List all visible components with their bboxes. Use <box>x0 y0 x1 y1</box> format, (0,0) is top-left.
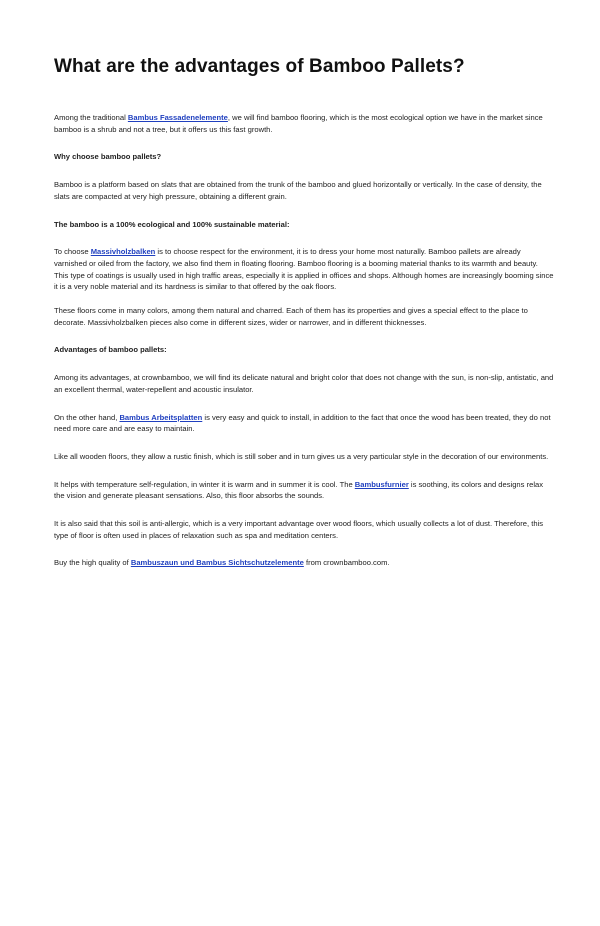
install-paragraph <box>54 412 554 435</box>
environment-text-cont: is to choose respect for the environment, it is to dress your home most naturally. Bamboo pallets are already varnished or oiled from the factory, we also find them in floating flooring. Bamboo flooring is a booming material thanks to its warmth and beauty. <box>54 247 538 268</box>
definition-paragraph: Bamboo is a platform based on slats that are obtained from the trunk of the bamboo and glued horizontally or vertically. In the case of density, the slats are compacted at very high pressure, obtaining a different grain. <box>54 180 542 201</box>
heading-ecological: The bamboo is a 100% ecological and 100% sustainable material: <box>54 219 290 229</box>
article-body <box>54 112 554 581</box>
bambus-fassadenelemente-link[interactable]: Bambus Fassadenelemente <box>127 113 228 122</box>
environment-text: To choose <box>54 247 91 257</box>
intro-text: Among the traditional <box>54 113 128 122</box>
heading-advantages: Advantages of bamboo pallets: <box>54 345 167 355</box>
bambus-arbeitsplatten-link[interactable]: Bambus Arbeitsplatten <box>119 412 203 422</box>
install-text: On the other hand, <box>54 412 120 422</box>
intro-paragraph <box>54 112 554 135</box>
temperature-text-cont: is soothing, its colors and designs relax the vision and generate pleasant sensations. Also, this floor absorbs the sounds. <box>54 479 544 501</box>
buy-text: Buy the high quality of <box>54 558 131 568</box>
massivholzbalken-link[interactable]: Massivholzbalken <box>90 247 156 257</box>
bambusfurnier-link[interactable]: Bambusfurnier <box>354 479 409 489</box>
intro-text-cont: , we will find bamboo flooring, which is the most ecological option we have in the market since bamboo is a shrub and not a tree, but it offers us this fast growth. <box>54 113 543 134</box>
advantages-paragraph: Among its advantages, at crownbamboo, we will find its delicate natural and bright color that does not change with the sun, is non-slip, antistatic, and an excellent thermal, water-repellent and acoustic insulator. <box>54 373 554 394</box>
environment-text-line2: This type of coatings is usually used in high traffic areas, especially it is applied in offices and shops. Although homes are increasingly booming since it is a very noble material and its hardness is similar to that offered by the oak floors. <box>54 270 554 292</box>
rustic-paragraph: Like all wooden floors, they allow a rustic finish, which is still sober and in turn gives us a very particular style in the decoration of our environments. <box>54 451 549 461</box>
bambuszaun-link[interactable]: Bambuszaun und Bambus Sichtschutzelemente <box>130 558 304 568</box>
allergy-paragraph: It is also said that this soil is anti-allergic, which is a very important advantage over wood floors, which usually collects a lot of dust. Therefore, this type of floor is often used in places of relaxation such as spa and meditation centers. <box>54 519 544 540</box>
heading-why-choose: Why choose bamboo pallets? <box>54 152 162 162</box>
page-title: What are the advantages of Bamboo Pallets? <box>54 56 465 77</box>
temperature-paragraph <box>54 479 554 502</box>
install-text-cont: is very easy and quick to install, in addition to the fact that once the wood has been treated, they do not need more care and are easy to maintain. <box>54 412 551 434</box>
temperature-text: It helps with temperature self-regulation, in winter it is warm and in summer it is cool. The <box>54 479 355 489</box>
buy-text-cont: from crownbamboo.com. <box>303 558 390 568</box>
environment-paragraph <box>54 246 554 293</box>
buy-paragraph <box>54 557 554 569</box>
colors-paragraph: These floors come in many colors, among them natural and charred. Each of them has its properties and gives a special effect to the place to decorate. Massivholzbalken pieces also come in different sizes, wider or narrower, and in different thicknesses. <box>54 306 528 327</box>
